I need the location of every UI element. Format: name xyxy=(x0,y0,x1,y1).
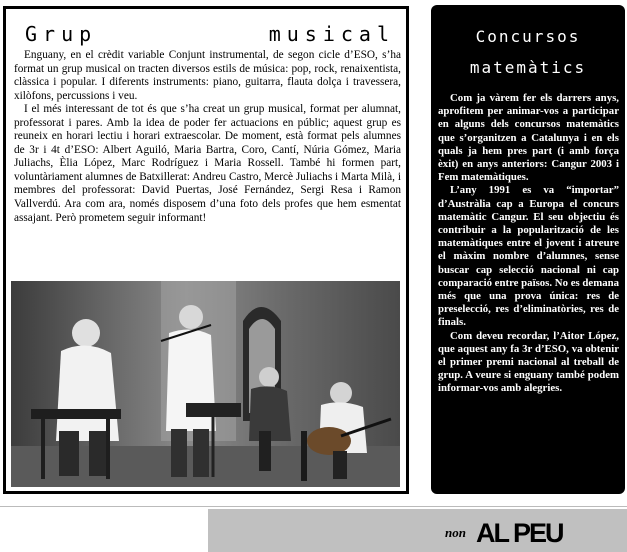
page-divider xyxy=(0,506,627,507)
sidebar-paragraph-1: Com ja vàrem fer els darrers anys, aprofitem per animar-vos a participar en alguns dels concursos matemàtics que s’organitzen a Catalunya i en els quals ja hem pres part (i amb força èxit) en anys anteriors: Cangur 2003 i Fem matemàtiques. xyxy=(438,92,619,184)
article-title xyxy=(25,21,395,47)
band-photo-illustration xyxy=(11,281,400,487)
sidebar-title-line-1: Concursos xyxy=(475,27,581,46)
sidebar-body xyxy=(438,92,619,396)
sidebar-panel xyxy=(431,5,625,494)
sidebar-paragraph-2: L’any 1991 es va “importar” d’Austràlia cap a Europa el concurs matemàtic Cangur. El seu objectiu és contribuir a la popularització de les matemàtiques entre el jovent i atreure el màxim nombre d’alumnes, sense buscar cap selecció nacional ni cap comparació entre països. No es demana més que una prova única: res de preselecció, res d’eliminatòries, res de finals. xyxy=(438,184,619,329)
sidebar-title xyxy=(431,21,625,83)
footer-label xyxy=(445,515,563,551)
article-body xyxy=(14,49,401,225)
footer-bar xyxy=(208,509,627,552)
footer-small-label: non xyxy=(445,525,466,540)
sidebar-title-line-2: matemàtics xyxy=(469,58,587,77)
footer-big-label: AL PEU xyxy=(475,517,563,548)
article-title-word-2: musical xyxy=(268,22,395,46)
article-paragraph-2: I el més interessant de tot és que s’ha creat un grup musical, format per alumnat, professorat i pares. Amb la idea de poder fer actuacions en públic; aquest grup es reuneix en horari lectiu i horari extraescolar. De moment, està format pels alumnes de 3r i 4t d’ESO: Albert Aguiló, Maria Bartra, Coro, Cantí, Núria Gómez, Maria Juliachs, Èlia López, Marc Rodríguez i Maria Rossell. També hi formen part, voluntàriament alumnes de Batxillerat: Andreu Castro, Mercè Juliachs i Marta Milà, i membres del professorat: David Puertas, José Fernández, Sergi Resa i Ramon Vallverdú. Ara com ara, només disposem d’una foto dels profes que hem esmentat assajant. Però prometem seguir informant! xyxy=(14,103,401,224)
article-box xyxy=(3,6,409,494)
sidebar-paragraph-3: Com deveu recordar, l’Aitor López, que aquest any fa 3r d’ESO, va obtenir el primer premi nacional al treball de grup. A veure si enguany també podem informar-vos amb alegries. xyxy=(438,329,619,395)
article-paragraph-1: Enguany, en el crèdit variable Conjunt instrumental, de segon cicle d’ESO, s’ha format un grup musical on tracten diversos estils de música: pop, rock, renaixentista, clàssica i popular. I diferents instruments: piano, guitarra, flauta dolça i travessera, xilòfons, percussions i veu. xyxy=(14,49,401,102)
article-title-word-1: Grup xyxy=(25,22,98,46)
band-rehearsal-photo xyxy=(11,281,400,487)
